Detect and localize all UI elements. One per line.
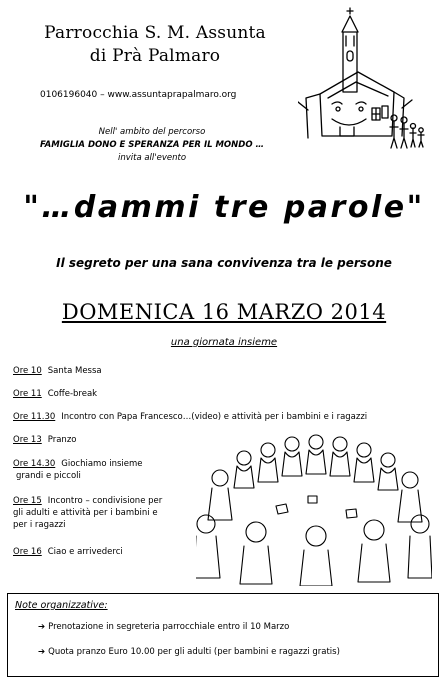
program-text: Ciao e arrivederci xyxy=(47,547,123,557)
program-item xyxy=(13,365,102,377)
parish-name xyxy=(20,22,290,68)
contact-line xyxy=(40,90,280,100)
program-time: Ore 13 xyxy=(13,435,42,445)
intro-line-3: invita all'evento xyxy=(117,153,187,163)
event-caption: una giornata insieme xyxy=(170,337,278,348)
note-item xyxy=(38,622,289,632)
phone-number: 0106196040 xyxy=(40,90,98,100)
program-text: Incontro – condivisione per xyxy=(47,496,163,506)
program-time: Ore 10 xyxy=(13,366,42,376)
event-title: "…dammi tre parole" xyxy=(23,190,425,225)
intro-line-2: FAMIGLIA DONO E SPERANZA PER IL MONDO … xyxy=(39,140,265,150)
program-text: gli adulti e attività per i bambini e xyxy=(13,508,158,518)
parish-line-2: di Prà Palmaro xyxy=(89,46,221,66)
people-circle-drawing xyxy=(196,428,432,586)
church-drawing-icon xyxy=(298,6,428,154)
program-text: Incontro con Papa Francesco…(video) e attività per i bambini e i ragazzi xyxy=(61,412,368,422)
program-item xyxy=(13,388,97,400)
intro-line-1: Nell' ambito del percorso xyxy=(98,127,206,137)
program-time: Ore 11.30 xyxy=(13,412,56,422)
note-text: Quota pranzo Euro 10.00 per gli adulti (per bambini e ragazzi gratis) xyxy=(48,647,340,657)
program-text: grandi e piccoli xyxy=(16,471,81,481)
program-time: Ore 16 xyxy=(13,547,42,557)
note-text: Prenotazione in segreteria parrocchiale entro il 10 Marzo xyxy=(48,622,290,632)
event-subtitle: Il segreto per una sana convivenza tra le persone xyxy=(56,256,392,270)
website-link[interactable]: www.assuntaprapalmaro.org xyxy=(107,90,237,100)
parish-line-1: Parrocchia S. M. Assunta xyxy=(44,23,266,43)
program-time: Ore 11 xyxy=(13,389,42,399)
program-item xyxy=(13,458,143,482)
arrow-right-icon: ➔ xyxy=(38,647,46,657)
arrow-right-icon: ➔ xyxy=(38,622,46,632)
program-text: Santa Messa xyxy=(47,366,102,376)
note-item xyxy=(38,647,340,657)
program-item xyxy=(13,411,443,423)
program-text: Pranzo xyxy=(47,435,77,445)
event-date: DOMENICA 16 MARZO 2014 xyxy=(61,300,387,324)
program-time: Ore 14.30 xyxy=(13,459,56,469)
program-time: Ore 15 xyxy=(13,496,42,506)
program-item xyxy=(13,495,162,531)
program-text: Coffe-break xyxy=(47,389,98,399)
notes-box xyxy=(7,593,439,677)
notes-title: Note organizzative: xyxy=(15,600,108,611)
contact-separator: – xyxy=(100,90,105,100)
program-text: Giochiamo insieme xyxy=(61,459,143,469)
program-item xyxy=(13,434,76,446)
intro-text xyxy=(8,126,296,165)
program-item xyxy=(13,546,123,558)
program-text: per i ragazzi xyxy=(13,520,66,530)
